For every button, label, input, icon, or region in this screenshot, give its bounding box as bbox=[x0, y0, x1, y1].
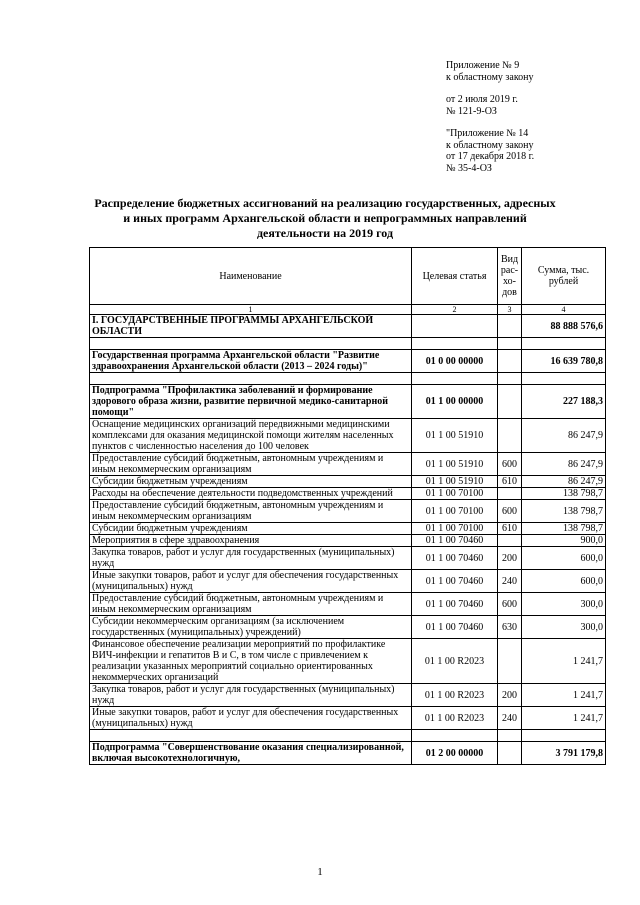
expense-type-cell bbox=[498, 639, 522, 684]
sum-cell: 900,0 bbox=[522, 535, 606, 547]
target-article-cell: 01 0 00 00000 bbox=[412, 350, 498, 373]
expense-type-cell: 240 bbox=[498, 707, 522, 730]
expense-type-cell: 600 bbox=[498, 593, 522, 616]
target-article-cell bbox=[412, 315, 498, 338]
expense-type-cell bbox=[498, 419, 522, 453]
target-article-cell: 01 1 00 70460 bbox=[412, 535, 498, 547]
target-article-cell: 01 1 00 51910 bbox=[412, 453, 498, 476]
table-row bbox=[90, 488, 606, 500]
table-row bbox=[90, 419, 606, 453]
sum-cell: 300,0 bbox=[522, 616, 606, 639]
name-cell: Предоставление субсидий бюджетным, автономным учреждениям и иным некоммерческим организациям bbox=[90, 593, 412, 616]
name-cell: Иные закупки товаров, работ и услуг для обеспечения государственных (муниципальных) нужд bbox=[90, 570, 412, 593]
expense-type-cell bbox=[498, 488, 522, 500]
empty-cell bbox=[412, 373, 498, 385]
expense-type-cell bbox=[498, 742, 522, 765]
sum-cell: 1 241,7 bbox=[522, 639, 606, 684]
name-cell: Субсидии бюджетным учреждениям bbox=[90, 476, 412, 488]
header-block-appendix-14 bbox=[446, 128, 626, 174]
target-article-cell: 01 1 00 51910 bbox=[412, 476, 498, 488]
header-expense-type: Вид рас- хо- дов bbox=[498, 248, 522, 305]
sum-cell: 600,0 bbox=[522, 547, 606, 570]
sum-cell: 3 791 179,8 bbox=[522, 742, 606, 765]
sum-cell: 86 247,9 bbox=[522, 453, 606, 476]
expense-type-cell: 200 bbox=[498, 547, 522, 570]
expense-type-cell bbox=[498, 315, 522, 338]
sum-cell: 227 188,3 bbox=[522, 385, 606, 419]
sum-cell: 16 639 780,8 bbox=[522, 350, 606, 373]
expense-type-cell: 200 bbox=[498, 684, 522, 707]
name-cell: Предоставление субсидий бюджетным, автономным учреждениям и иным некоммерческим организациям bbox=[90, 453, 412, 476]
target-article-cell: 01 1 00 R2023 bbox=[412, 707, 498, 730]
page-number: 1 bbox=[317, 866, 323, 878]
name-cell: Государственная программа Архангельской области "Развитие здравоохранения Архангельской области (2013 – 2024 годы)" bbox=[90, 350, 412, 373]
column-number-row bbox=[90, 305, 606, 315]
name-cell: Подпрограмма "Профилактика заболеваний и формирование здорового образа жизни, развитие первичной медико-санитарной помощи" bbox=[90, 385, 412, 419]
empty-cell bbox=[522, 338, 606, 350]
name-cell: Подпрограмма "Совершенствование оказания специализированной, включая высокотехнологичную, bbox=[90, 742, 412, 765]
budget-table bbox=[89, 247, 606, 765]
table-row bbox=[90, 742, 606, 765]
target-article-cell: 01 2 00 00000 bbox=[412, 742, 498, 765]
empty-cell bbox=[522, 730, 606, 742]
name-cell: I. ГОСУДАРСТВЕННЫЕ ПРОГРАММЫ АРХАНГЕЛЬСКОЙ ОБЛАСТИ bbox=[90, 315, 412, 338]
document-title bbox=[80, 196, 570, 241]
header-line: от 17 декабря 2018 г. bbox=[446, 151, 535, 162]
name-cell: Оснащение медицинских организаций передвижными медицинскими комплексами для оказания медицинской помощи жителям населенных пунктов с численностью населения до 100 человек bbox=[90, 419, 412, 453]
table-row bbox=[90, 547, 606, 570]
name-cell: Закупка товаров, работ и услуг для государственных (муниципальных) нужд bbox=[90, 684, 412, 707]
document-header bbox=[446, 60, 626, 185]
name-cell: Иные закупки товаров, работ и услуг для обеспечения государственных (муниципальных) нужд bbox=[90, 707, 412, 730]
expense-type-cell: 240 bbox=[498, 570, 522, 593]
expense-type-cell: 610 bbox=[498, 523, 522, 535]
table-row bbox=[90, 639, 606, 684]
expense-type-cell bbox=[498, 535, 522, 547]
sum-cell: 1 241,7 bbox=[522, 707, 606, 730]
sum-cell: 600,0 bbox=[522, 570, 606, 593]
header-block-law-date bbox=[446, 94, 626, 117]
table-spacer-row bbox=[90, 338, 606, 350]
empty-cell bbox=[522, 373, 606, 385]
table-row bbox=[90, 315, 606, 338]
sum-cell: 88 888 576,6 bbox=[522, 315, 606, 338]
expense-type-cell: 600 bbox=[498, 500, 522, 523]
target-article-cell: 01 1 00 70100 bbox=[412, 488, 498, 500]
target-article-cell: 01 1 00 70460 bbox=[412, 570, 498, 593]
table-header-row bbox=[90, 248, 606, 305]
expense-type-cell bbox=[498, 350, 522, 373]
sum-cell: 138 798,7 bbox=[522, 523, 606, 535]
sum-cell: 86 247,9 bbox=[522, 419, 606, 453]
table-row bbox=[90, 593, 606, 616]
target-article-cell: 01 1 00 R2023 bbox=[412, 639, 498, 684]
header-line: "Приложение № 14 bbox=[446, 128, 529, 139]
header-block-appendix-9 bbox=[446, 60, 626, 83]
table-spacer-row bbox=[90, 730, 606, 742]
empty-cell bbox=[498, 373, 522, 385]
table-row bbox=[90, 476, 606, 488]
table-row bbox=[90, 707, 606, 730]
name-cell: Субсидии некоммерческим организациям (за исключением государственных (муниципальных) учреждений) bbox=[90, 616, 412, 639]
title-line: и иных программ Архангельской области и непрограммных направлений bbox=[123, 211, 527, 225]
header-line: Приложение № 9 bbox=[446, 60, 520, 71]
column-number: 2 bbox=[412, 305, 498, 315]
sum-cell: 300,0 bbox=[522, 593, 606, 616]
title-line: деятельности на 2019 год bbox=[256, 226, 394, 240]
empty-cell bbox=[90, 373, 412, 385]
table-spacer-row bbox=[90, 373, 606, 385]
target-article-cell: 01 1 00 70460 bbox=[412, 616, 498, 639]
table-body bbox=[90, 315, 606, 765]
name-cell: Закупка товаров, работ и услуг для государственных (муниципальных) нужд bbox=[90, 547, 412, 570]
table-row bbox=[90, 385, 606, 419]
name-cell: Расходы на обеспечение деятельности подведомственных учреждений bbox=[90, 488, 412, 500]
empty-cell bbox=[412, 338, 498, 350]
header-line: от 2 июля 2019 г. bbox=[446, 94, 518, 105]
name-cell: Мероприятия в сфере здравоохранения bbox=[90, 535, 412, 547]
name-cell: Финансовое обеспечение реализации мероприятий по профилактике ВИЧ-инфекции и гепатитов B и C, в том числе с привлечением к реализации указанных мероприятий социально ориентированных некоммерческих организаций bbox=[90, 639, 412, 684]
empty-cell bbox=[90, 730, 412, 742]
header-line: к областному закону bbox=[446, 139, 534, 151]
target-article-cell: 01 1 00 70460 bbox=[412, 593, 498, 616]
table-row bbox=[90, 453, 606, 476]
table-row bbox=[90, 350, 606, 373]
column-number: 3 bbox=[498, 305, 522, 315]
expense-type-cell: 600 bbox=[498, 453, 522, 476]
expense-type-cell: 630 bbox=[498, 616, 522, 639]
name-cell: Предоставление субсидий бюджетным, автономным учреждениям и иным некоммерческим организациям bbox=[90, 500, 412, 523]
table-row bbox=[90, 523, 606, 535]
target-article-cell: 01 1 00 00000 bbox=[412, 385, 498, 419]
table-row bbox=[90, 616, 606, 639]
empty-cell bbox=[498, 338, 522, 350]
header-sum: Сумма, тыс. рублей bbox=[522, 248, 606, 305]
title-line: Распределение бюджетных ассигнований на реализацию государственных, адресных bbox=[94, 196, 556, 210]
target-article-cell: 01 1 00 R2023 bbox=[412, 684, 498, 707]
target-article-cell: 01 1 00 70100 bbox=[412, 523, 498, 535]
table-row bbox=[90, 535, 606, 547]
sum-cell: 138 798,7 bbox=[522, 488, 606, 500]
table-row bbox=[90, 570, 606, 593]
target-article-cell: 01 1 00 70100 bbox=[412, 500, 498, 523]
table-row bbox=[90, 684, 606, 707]
header-line: к областному закону bbox=[446, 71, 534, 83]
column-number: 4 bbox=[522, 305, 606, 315]
header-line: № 35-4-ОЗ bbox=[446, 162, 492, 174]
empty-cell bbox=[498, 730, 522, 742]
target-article-cell: 01 1 00 70460 bbox=[412, 547, 498, 570]
sum-cell: 138 798,7 bbox=[522, 500, 606, 523]
table-row bbox=[90, 500, 606, 523]
expense-type-cell: 610 bbox=[498, 476, 522, 488]
header-line: № 121-9-ОЗ bbox=[446, 105, 497, 117]
target-article-cell: 01 1 00 51910 bbox=[412, 419, 498, 453]
name-cell: Субсидии бюджетным учреждениям bbox=[90, 523, 412, 535]
sum-cell: 86 247,9 bbox=[522, 476, 606, 488]
header-target-article: Целевая статья bbox=[412, 248, 498, 305]
expense-type-cell bbox=[498, 385, 522, 419]
header-name: Наименование bbox=[90, 248, 412, 305]
column-number: 1 bbox=[90, 305, 412, 315]
sum-cell: 1 241,7 bbox=[522, 684, 606, 707]
empty-cell bbox=[90, 338, 412, 350]
empty-cell bbox=[412, 730, 498, 742]
